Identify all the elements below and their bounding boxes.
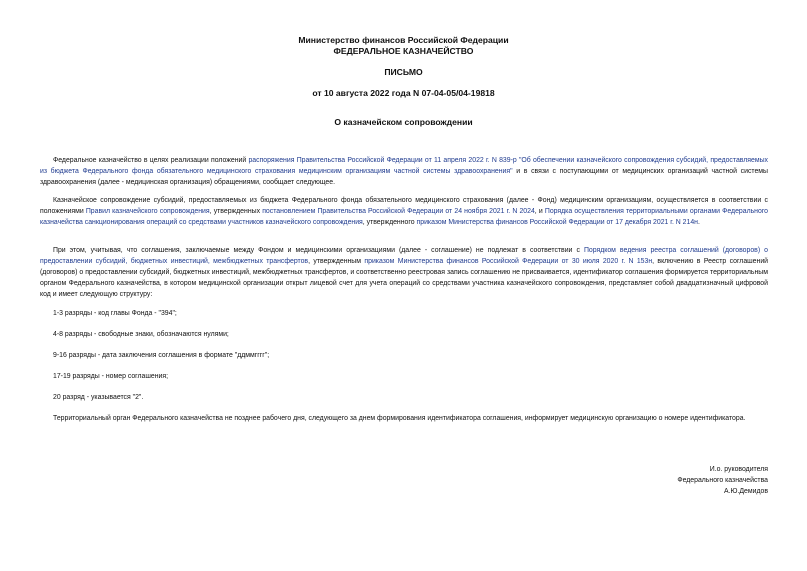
link-sanction-procedure[interactable]: Порядка осуществления территориальными органами Федерального казначейства санкционирования операций со средствами участников казначейского сопровождения [40,208,769,226]
list-item: 1-3 разряды - код главы Фонда - "394"; [53,310,177,317]
p3-text-2: , утвержденным [308,258,365,265]
paragraph-4: Территориальный орган Федерального казначейства не позднее рабочего дня, следующего за днем формирования идентификатора соглашения, информирует медицинскую организацию о номере идентификатора. [53,415,746,422]
p2-text-3: , и [534,208,545,215]
link-order-214n[interactable]: приказом Министерства финансов Российской Федерации от 17 декабря 2021 г. N 214н [416,219,698,226]
p3-text-1: При этом, учитывая, что соглашения, заключаемые между Фондом и медицинскими организациями (далее - соглашение) не подлежат в соответствии с [53,247,584,254]
signature-name: А.Ю.Демидов [724,488,768,495]
link-resolution-2024[interactable]: постановлением Правительства Российской Федерации от 24 ноября 2021 г. N 2024 [262,208,535,215]
agency-name: ФЕДЕРАЛЬНОЕ КАЗНАЧЕЙСТВО [333,46,474,56]
list-item: 9-16 разряды - дата заключения соглашения в формате "ддммгггг"; [53,352,270,359]
doc-type: ПИСЬМО [384,67,423,77]
list-item: 20 разряд - указывается "2". [53,394,144,401]
p3-text-3: , включению в Реестр соглашений (договоров) о предоставлении субсидий, бюджетных инвестиций, межбюджетных трансфертов, и соответственно реестровая запись соглашению не присваивается, идентификатор соглашения формируется территориальным органом Федерального казначейства, в котором медицинской организации открыт лицевой счет для учета операций со средствами участника казначейского сопровождения, представляет собой двадцатизначный цифровой код и имеет следующую структуру: [40,258,769,298]
link-order-153n[interactable]: приказом Министерства финансов Российской Федерации от 30 июля 2020 г. N 153н [364,258,653,265]
list-item: 4-8 разряды - свободные знаки, обозначаются нулями; [53,331,229,338]
p2-text-2: , утвержденных [209,208,263,215]
link-registry-procedure[interactable]: Порядком ведения реестра соглашений (договоров) о предоставлении субсидий, бюджетных инвестиций, межбюджетных трансфертов [40,247,768,265]
p2-text-4: , утвержденного [362,219,417,226]
signature-agency: Федерального казначейства [677,477,768,484]
signature-title: И.о. руководителя [709,466,768,473]
paragraph-2 [40,195,768,228]
p1-text-2: и в связи с поступающими от медицинских организаций частной системы здравоохранения (далее - медицинская организация) обращениями, сообщает следующее. [40,168,768,186]
link-order-839r[interactable]: распоряжения Правительства Российской Федерации от 11 апреля 2022 г. N 839-р "Об обеспечении казначейского сопровождения субсидий, предоставляемых из бюджета Федерального фонда обязательного медицинского страхования медицинским организациям частной системы здравоохранения" [40,157,768,175]
paragraph-1 [40,155,768,188]
doc-date-number: от 10 августа 2022 года N 07-04-05/04-19818 [312,88,495,98]
ministry-name: Министерство финансов Российской Федерации [298,35,509,45]
list-item: 17-19 разряды - номер соглашения; [53,373,169,380]
paragraph-3 [40,245,768,300]
doc-subject: О казначейском сопровождении [334,117,473,127]
p1-text-1: Федеральное казначейство в целях реализации положений [53,157,249,164]
p2-text-5: . [697,219,700,226]
p2-text-1: Казначейское сопровождение субсидий, предоставляемых из бюджета Федерального фонда обязательного медицинского страхования (далее - Фонд) медицинским организациям, осуществляется в соответствии с положениями [40,197,768,215]
link-treasury-rules[interactable]: Правил казначейского сопровождения [85,208,210,215]
